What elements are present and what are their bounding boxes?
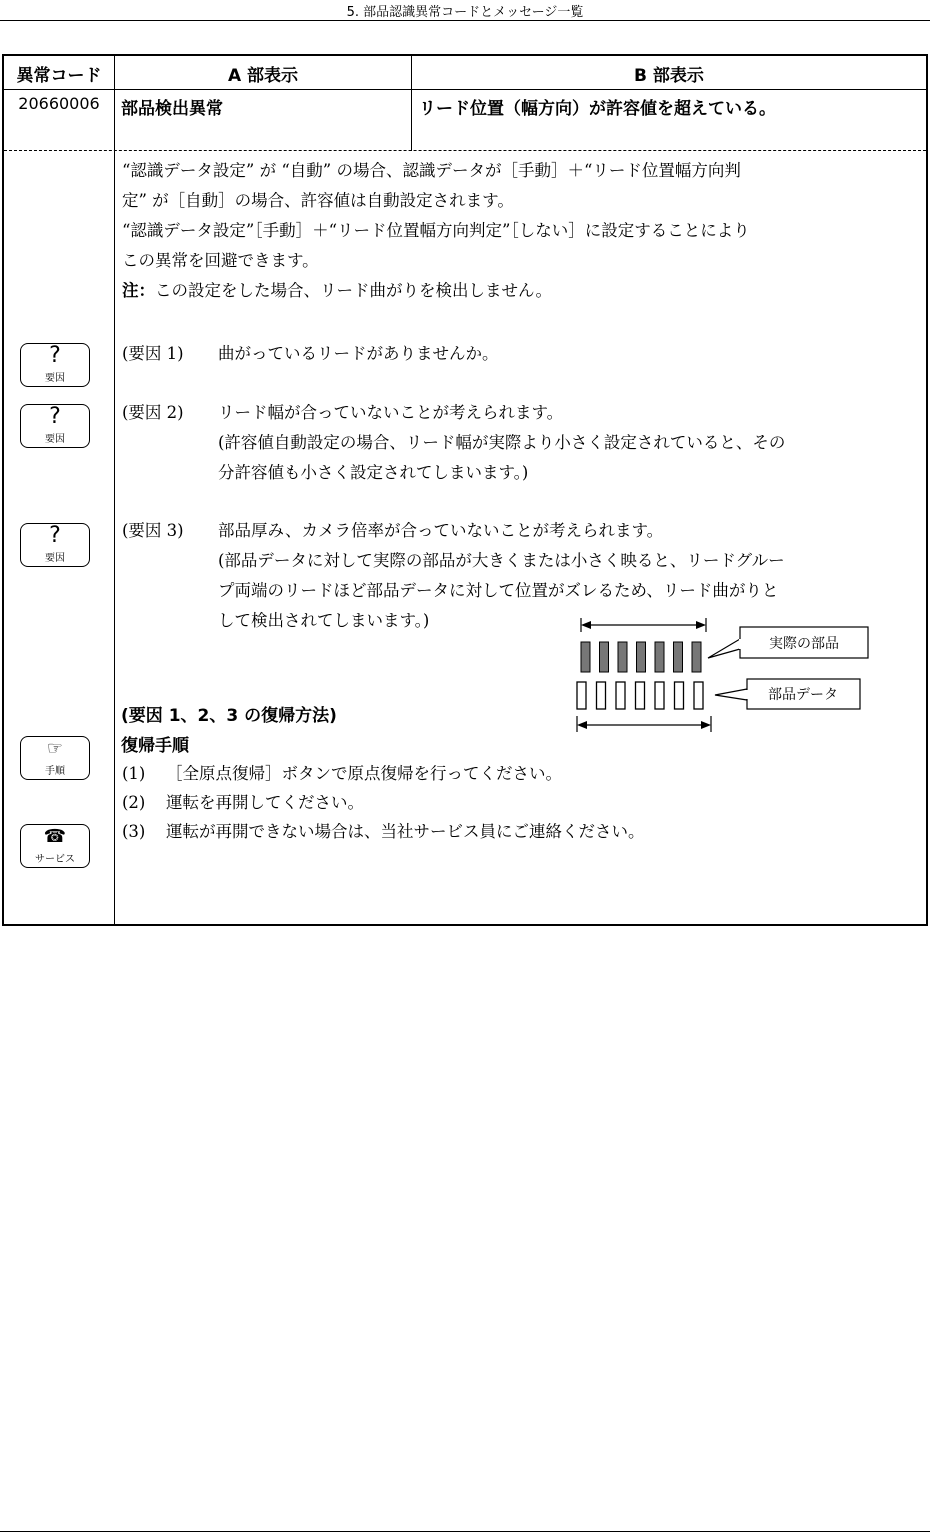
actual-part-leads [581,642,701,672]
actual-lead [655,642,664,672]
data-lead [675,682,684,709]
recovery-title: (要因 1、2、3 の復帰方法) [121,706,337,726]
page-footer-rule [0,1531,930,1532]
recovery-steps [122,759,645,846]
part-data-label: 部品データ [768,687,838,703]
cause-icon: ? 要因 [20,404,90,448]
page-header [0,0,930,21]
b-display: リード位置（幅方向）が許容値を超えている。 [419,99,776,119]
arrow-head [701,721,711,729]
callout-pointer [708,639,740,658]
cause-text: 曲がっているリードがありませんか。 [218,344,499,363]
intro-line: 定” が［自動］の場合、許容値は自動設定されます。 [122,191,514,210]
question-mark-icon: ? [49,523,61,548]
arrow-head [577,721,587,729]
cause-icon: ? 要因 [20,523,90,567]
cause-icon: ? 要因 [20,343,90,387]
cause-1 [122,339,499,369]
intro-line: “認識データ設定”［手動］＋“リード位置幅方向判定”［しない］に設定することにより [122,221,750,240]
error-table [2,54,928,926]
header-a: A 部表示 [227,66,299,86]
data-lead [597,682,606,709]
intro-line: この異常を回避できます。 [122,251,319,270]
question-mark-icon: ? [49,343,61,368]
lead-position-diagram [575,615,875,740]
recovery-step: (3) 運転が再開できない場合は、当社サービス員にご連絡ください。 [122,822,645,841]
data-lead [694,682,703,709]
telephone-icon: ☎ [43,826,67,847]
cause-text: (許容値自動設定の場合、リード幅が実際より小さく設定されていると、その [218,433,786,452]
pointing-hand-icon: ☞ [46,738,64,759]
data-lead [577,682,586,709]
intro-paragraph [122,156,750,306]
cause-text: (部品データに対して実際の部品が大きくまたは小さく映ると、リードグルー [218,551,785,570]
page-header-title: 5. 部品認識異常コードとメッセージ一覧 [346,5,584,20]
data-lead [616,682,625,709]
a-display: 部品検出異常 [121,99,223,119]
note-label: 注： [122,281,155,300]
part-data-leads [577,682,703,709]
cause-2 [122,398,785,488]
procedure-icon: ☞ 手順 [20,736,90,780]
actual-lead [581,642,590,672]
cause-text: 分許容値も小さく設定されてしまいます。) [218,463,529,482]
cause-label: (要因 2) [122,403,184,422]
data-lead [636,682,645,709]
cause-text: して検出されてしまいます。) [218,611,430,630]
actual-lead [600,642,609,672]
error-code: 20660006 [18,94,100,113]
header-b: B 部表示 [634,66,704,86]
column-divider-ab [411,56,412,151]
actual-lead [637,642,646,672]
column-divider-code [114,56,115,924]
actual-lead [692,642,701,672]
callout-pointer [715,689,747,700]
cause-text: プ両端のリードほど部品データに対して位置がズレるため、リード曲がりと [218,581,779,600]
actual-lead [618,642,627,672]
cause-label: (要因 1) [122,344,184,363]
intro-line: “認識データ設定” が “自動” の場合、認識データが［手動］＋“リード位置幅方向判 [122,161,741,180]
data-lead [655,682,664,709]
arrow-head [696,621,706,629]
header-divider [4,89,926,90]
actual-lead [674,642,683,672]
header-code: 異常コード [16,66,102,86]
note-line [122,276,750,306]
note-text: この設定をした場合、リード曲がりを検出しません。 [155,281,552,300]
cause-label: (要因 3) [122,521,184,540]
service-icon: ☎ サービス [20,824,90,868]
cause-text: 部品厚み、カメラ倍率が合っていないことが考えられます。 [218,521,664,540]
arrow-head [581,621,591,629]
recovery-step: (2) 運転を再開してください。 [122,793,364,812]
question-mark-icon: ? [49,404,61,429]
row-dashed-divider [4,150,926,151]
actual-part-label: 実際の部品 [769,636,839,652]
recovery-subtitle: 復帰手順 [121,736,189,756]
lead-diagram-svg [575,615,875,740]
recovery-step: (1) ［全原点復帰］ボタンで原点復帰を行ってください。 [122,764,562,783]
cause-text: リード幅が合っていないことが考えられます。 [218,403,564,422]
